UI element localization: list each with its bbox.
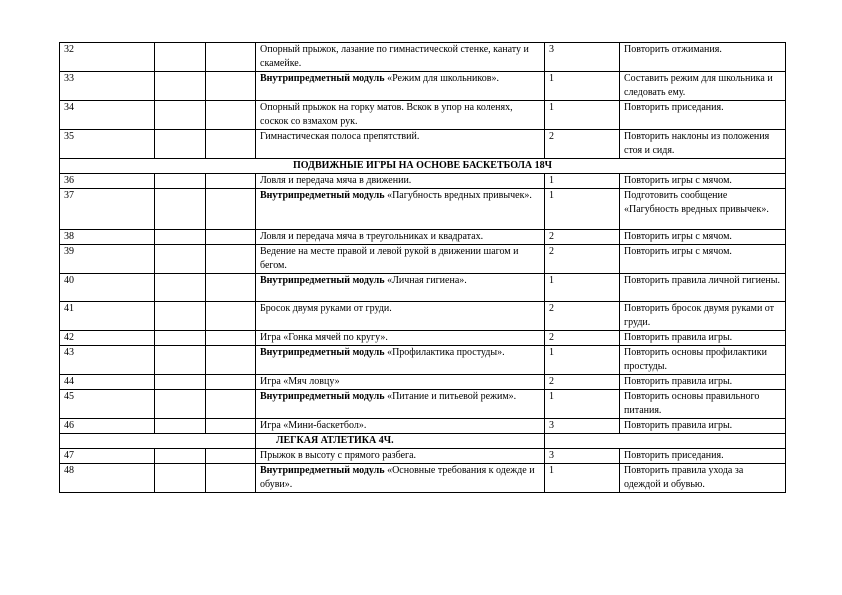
lesson-row — [60, 390, 786, 419]
date-plan-cell — [155, 230, 206, 245]
empty-cell — [60, 434, 256, 449]
lesson-topic — [256, 43, 545, 72]
lesson-topic — [256, 346, 545, 375]
date-plan-cell — [155, 245, 206, 274]
lesson-row — [60, 346, 786, 375]
lesson-number: 34 — [60, 101, 155, 130]
lesson-number: 32 — [60, 43, 155, 72]
lesson-topic — [256, 419, 545, 434]
lesson-row — [60, 464, 786, 493]
date-fact-cell — [206, 419, 256, 434]
homework-text: Повторить приседания. — [620, 101, 786, 130]
date-plan-cell — [155, 101, 206, 130]
lesson-row — [60, 189, 786, 230]
topic-text: Игра «Мини-баскетбол». — [260, 420, 367, 431]
lesson-hours: 3 — [545, 419, 620, 434]
section-header-row — [60, 159, 786, 174]
date-fact-cell — [206, 464, 256, 493]
date-plan-cell — [155, 174, 206, 189]
date-fact-cell — [206, 245, 256, 274]
topic-text: «Основные требования к одежде и обуви». — [260, 465, 535, 490]
lesson-hours: 3 — [545, 449, 620, 464]
lesson-topic — [256, 189, 545, 230]
lesson-number: 37 — [60, 189, 155, 230]
module-label: Внутрипредметный модуль — [260, 190, 385, 201]
lesson-hours: 2 — [545, 130, 620, 159]
lesson-row — [60, 245, 786, 274]
homework-text: Повторить игры с мячом. — [620, 230, 786, 245]
module-label: Внутрипредметный модуль — [260, 465, 385, 476]
homework-text: Повторить правила игры. — [620, 331, 786, 346]
date-plan-cell — [155, 130, 206, 159]
lesson-number: 46 — [60, 419, 155, 434]
date-fact-cell — [206, 101, 256, 130]
topic-text: Бросок двумя руками от груди. — [260, 303, 392, 314]
lesson-topic — [256, 245, 545, 274]
date-plan-cell — [155, 331, 206, 346]
homework-text: Повторить приседания. — [620, 449, 786, 464]
topic-text: «Пагубность вредных привычек». — [387, 190, 532, 201]
lesson-row — [60, 449, 786, 464]
lesson-hours: 2 — [545, 375, 620, 390]
date-plan-cell — [155, 72, 206, 101]
date-fact-cell — [206, 449, 256, 464]
lesson-number: 38 — [60, 230, 155, 245]
date-plan-cell — [155, 274, 206, 302]
lesson-topic — [256, 72, 545, 101]
section-title: ПОДВИЖНЫЕ ИГРЫ НА ОСНОВЕ БАСКЕТБОЛА 18Ч — [60, 159, 786, 174]
topic-text: «Личная гигиена». — [387, 275, 467, 286]
lesson-hours: 2 — [545, 302, 620, 331]
lesson-row — [60, 130, 786, 159]
homework-text: Повторить наклоны из положения стоя и сидя. — [620, 130, 786, 159]
lesson-number: 39 — [60, 245, 155, 274]
homework-text: Повторить отжимания. — [620, 43, 786, 72]
lesson-number: 36 — [60, 174, 155, 189]
topic-text: Ловля и передача мяча в треугольниках и квадратах. — [260, 231, 484, 242]
lesson-plan-table — [59, 42, 786, 493]
date-plan-cell — [155, 449, 206, 464]
module-label: Внутрипредметный модуль — [260, 275, 385, 286]
lesson-number: 33 — [60, 72, 155, 101]
date-plan-cell — [155, 375, 206, 390]
lesson-hours: 1 — [545, 189, 620, 230]
lesson-row — [60, 375, 786, 390]
lesson-topic — [256, 390, 545, 419]
topic-text: Прыжок в высоту с прямого разбега. — [260, 450, 417, 461]
lesson-topic — [256, 274, 545, 302]
lesson-row — [60, 419, 786, 434]
lesson-topic — [256, 375, 545, 390]
date-fact-cell — [206, 375, 256, 390]
date-fact-cell — [206, 174, 256, 189]
module-label: Внутрипредметный модуль — [260, 347, 385, 358]
topic-text: «Питание и питьевой режим». — [387, 391, 517, 402]
lesson-row — [60, 302, 786, 331]
homework-text: Повторить правила личной гигиены. — [620, 274, 786, 302]
lesson-row — [60, 43, 786, 72]
lesson-topic — [256, 331, 545, 346]
empty-cell — [545, 434, 786, 449]
date-fact-cell — [206, 302, 256, 331]
date-fact-cell — [206, 189, 256, 230]
date-fact-cell — [206, 72, 256, 101]
topic-text: «Режим для школьников». — [387, 73, 499, 84]
module-label: Внутрипредметный модуль — [260, 73, 385, 84]
homework-text: Повторить правила ухода за одеждой и обувью. — [620, 464, 786, 493]
module-label: Внутрипредметный модуль — [260, 391, 385, 402]
lesson-topic — [256, 449, 545, 464]
lesson-row — [60, 174, 786, 189]
topic-text: «Профилактика простуды». — [387, 347, 505, 358]
homework-text: Подготовить сообщение «Пагубность вредных привычек». — [620, 189, 786, 230]
lesson-hours: 2 — [545, 230, 620, 245]
date-plan-cell — [155, 302, 206, 331]
section-title: ЛЕГКАЯ АТЛЕТИКА 4Ч. — [256, 434, 545, 449]
lesson-hours: 1 — [545, 274, 620, 302]
lesson-topic — [256, 464, 545, 493]
homework-text: Повторить основы правильного питания. — [620, 390, 786, 419]
topic-text: Гимнастическая полоса препятствий. — [260, 131, 420, 142]
lesson-hours: 1 — [545, 101, 620, 130]
lesson-hours: 1 — [545, 346, 620, 375]
date-fact-cell — [206, 346, 256, 375]
lesson-hours: 2 — [545, 245, 620, 274]
lesson-number: 43 — [60, 346, 155, 375]
homework-text: Составить режим для школьника и следовать ему. — [620, 72, 786, 101]
topic-text: Игра «Гонка мячей по кругу». — [260, 332, 388, 343]
lesson-number: 42 — [60, 331, 155, 346]
homework-text: Повторить игры с мячом. — [620, 245, 786, 274]
date-plan-cell — [155, 390, 206, 419]
topic-text: Ловля и передача мяча в движении. — [260, 175, 412, 186]
lesson-hours: 1 — [545, 464, 620, 493]
lesson-number: 45 — [60, 390, 155, 419]
lesson-topic — [256, 130, 545, 159]
date-plan-cell — [155, 464, 206, 493]
lesson-number: 40 — [60, 274, 155, 302]
homework-text: Повторить основы профилактики простуды. — [620, 346, 786, 375]
lesson-hours: 1 — [545, 174, 620, 189]
lesson-topic — [256, 174, 545, 189]
lesson-number: 44 — [60, 375, 155, 390]
lesson-number: 47 — [60, 449, 155, 464]
lesson-row — [60, 230, 786, 245]
date-plan-cell — [155, 346, 206, 375]
topic-text: Опорный прыжок на горку матов. Вскок в упор на коленях, соскок со взмахом рук. — [260, 102, 513, 127]
topic-text: Игра «Мяч ловцу» — [260, 376, 340, 387]
lesson-number: 41 — [60, 302, 155, 331]
homework-text: Повторить правила игры. — [620, 419, 786, 434]
lesson-number: 48 — [60, 464, 155, 493]
lesson-row — [60, 101, 786, 130]
lesson-topic — [256, 101, 545, 130]
lesson-number: 35 — [60, 130, 155, 159]
date-plan-cell — [155, 419, 206, 434]
topic-text: Опорный прыжок, лазание по гимнастической стенке, канату и скамейке. — [260, 44, 529, 69]
homework-text: Повторить правила игры. — [620, 375, 786, 390]
homework-text: Повторить бросок двумя руками от груди. — [620, 302, 786, 331]
date-plan-cell — [155, 189, 206, 230]
lesson-row — [60, 72, 786, 101]
homework-text: Повторить игры с мячом. — [620, 174, 786, 189]
date-fact-cell — [206, 331, 256, 346]
date-fact-cell — [206, 230, 256, 245]
lesson-hours: 1 — [545, 72, 620, 101]
date-fact-cell — [206, 274, 256, 302]
lesson-row — [60, 331, 786, 346]
date-fact-cell — [206, 390, 256, 419]
lesson-hours: 3 — [545, 43, 620, 72]
lesson-row — [60, 274, 786, 302]
topic-text: Ведение на месте правой и левой рукой в движении шагом и бегом. — [260, 246, 519, 271]
lesson-topic — [256, 302, 545, 331]
lesson-plan-body — [60, 43, 786, 493]
lesson-hours: 1 — [545, 390, 620, 419]
date-fact-cell — [206, 130, 256, 159]
date-plan-cell — [155, 43, 206, 72]
date-fact-cell — [206, 43, 256, 72]
lesson-hours: 2 — [545, 331, 620, 346]
lesson-topic — [256, 230, 545, 245]
section-header-row — [60, 434, 786, 449]
